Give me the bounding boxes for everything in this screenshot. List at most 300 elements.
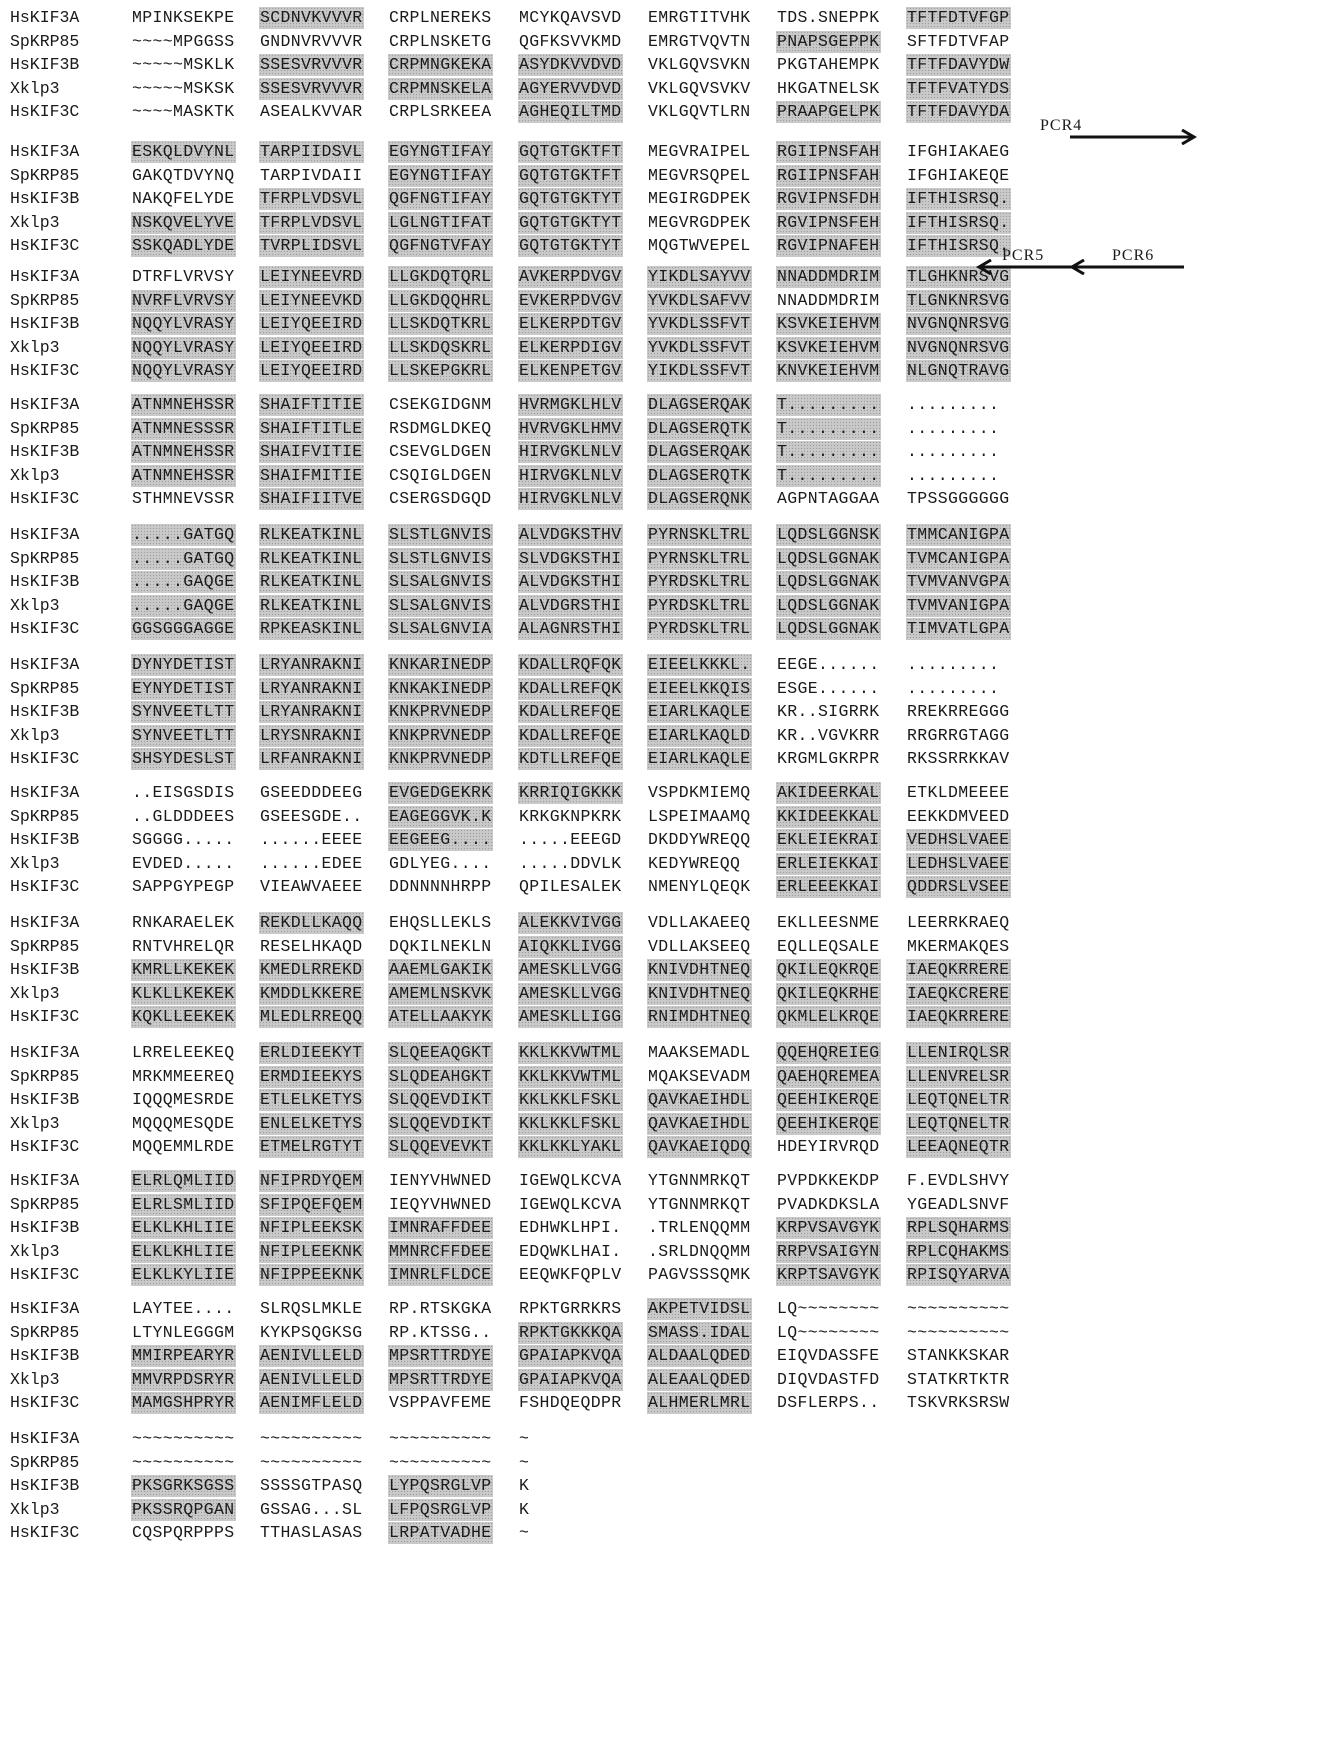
sequence-segment: SHAIFMITIE bbox=[260, 465, 363, 485]
sequence-row bbox=[0, 617, 1337, 641]
sequence-segment: LEIYQEEIRD bbox=[260, 361, 363, 380]
sequence-segment: CRPMNSKELA bbox=[389, 78, 492, 98]
sequence-segment: IMNRAFFDEE bbox=[389, 1218, 492, 1237]
sequence-segment: TVMVANIGPA bbox=[907, 595, 1010, 615]
sequence-row bbox=[0, 570, 1337, 594]
alignment-block bbox=[0, 781, 1337, 903]
sequence-row bbox=[0, 1193, 1337, 1217]
sequence-segment: PAGVSSSQMK bbox=[648, 1265, 751, 1284]
sequence-segment: ~~~~MPGGSS bbox=[132, 31, 235, 51]
sequence-segment: DSFLERPS.. bbox=[777, 1393, 880, 1412]
sequence-segment: EGYNGTIFAY bbox=[389, 142, 492, 161]
sequence-name: HsKIF3C bbox=[10, 1393, 80, 1412]
sequence-segment: YIKDLSSFVT bbox=[648, 361, 751, 380]
sequence-segment: ......... bbox=[907, 678, 1000, 698]
sequence-row bbox=[0, 1368, 1337, 1392]
sequence-segment: ......... bbox=[907, 655, 1000, 674]
sequence-segment: ALEKKVIVGG bbox=[519, 913, 622, 932]
sequence-segment: PVADKDKSLA bbox=[777, 1194, 880, 1214]
sequence-segment: EHQSLLEKLS bbox=[389, 913, 492, 932]
sequence-segment: .SRLDNQQMM bbox=[648, 1241, 751, 1261]
sequence-row bbox=[0, 724, 1337, 748]
sequence-segment: ELKENPETGV bbox=[519, 361, 622, 380]
sequence-segment: EIARLKAQLE bbox=[648, 749, 751, 768]
sequence-segment: ~~~~~~~~~~ bbox=[389, 1429, 492, 1448]
sequence-segment: T......... bbox=[777, 442, 880, 461]
sequence-row bbox=[0, 523, 1337, 547]
sequence-segment: IQQQMESRDE bbox=[132, 1090, 235, 1109]
sequence-segment: CQSPQRPPPS bbox=[132, 1523, 235, 1542]
sequence-segment: PKSGRKSGSS bbox=[132, 1476, 235, 1495]
sequence-name: HsKIF3A bbox=[10, 1043, 80, 1062]
sequence-segment: SLSALGNVIS bbox=[389, 572, 492, 591]
sequence-segment: RLKEATKINL bbox=[260, 525, 363, 544]
sequence-segment: KEDYWREQQ bbox=[648, 853, 741, 873]
sequence-segment: LEIYQEEIRD bbox=[260, 337, 363, 357]
sequence-name: HsKIF3B bbox=[10, 314, 80, 333]
sequence-row bbox=[0, 653, 1337, 677]
sequence-segment: TVMCANIGPA bbox=[907, 548, 1010, 568]
sequence-segment: QAVKAEIHDL bbox=[648, 1090, 751, 1109]
sequence-segment: NQQYLVRASY bbox=[132, 337, 235, 357]
sequence-segment: NQQYLVRASY bbox=[132, 314, 235, 333]
sequence-segment: LEQTQNELTR bbox=[907, 1090, 1010, 1109]
sequence-segment: LLSKEPGKRL bbox=[389, 361, 492, 380]
primer-arrow-icon bbox=[1066, 129, 1198, 145]
sequence-row bbox=[0, 30, 1337, 54]
sequence-segment: EGYNGTIFAY bbox=[389, 165, 492, 185]
sequence-segment: AENIVLLELD bbox=[260, 1369, 363, 1389]
sequence-row bbox=[0, 336, 1337, 360]
sequence-segment: GGSGGGAGGE bbox=[132, 619, 235, 638]
sequence-segment: EAGEGGVK.K bbox=[389, 806, 492, 826]
sequence-segment: MEGIRGDPEK bbox=[648, 189, 751, 208]
sequence-segment: SLQEEAQGKT bbox=[389, 1043, 492, 1062]
sequence-segment: DTRFLVRVSY bbox=[132, 267, 235, 286]
sequence-segment: EDHWKLHPI. bbox=[519, 1218, 622, 1237]
primer-arrow-icon bbox=[1068, 259, 1188, 275]
sequence-segment: KRPTSAVGYK bbox=[777, 1265, 880, 1284]
sequence-row bbox=[0, 100, 1337, 124]
sequence-segment: .....GATGQ bbox=[132, 525, 235, 544]
sequence-segment: ERLEIEKKAI bbox=[777, 853, 880, 873]
sequence-segment: SHAIFTITLE bbox=[260, 418, 363, 438]
sequence-segment: KDALLREFQE bbox=[519, 702, 622, 721]
sequence-segment: ......EDEE bbox=[260, 853, 363, 873]
sequence-segment: CRPLNEREKS bbox=[389, 8, 492, 27]
sequence-row bbox=[0, 440, 1337, 464]
sequence-segment: KRKGKNPKRK bbox=[519, 806, 622, 826]
sequence-segment: LYPQSRGLVP bbox=[389, 1476, 492, 1495]
sequence-segment: HVRMGKLHLV bbox=[519, 395, 622, 414]
sequence-segment: LLENIRQLSR bbox=[907, 1043, 1010, 1062]
sequence-segment: SLRQSLMKLE bbox=[260, 1299, 363, 1318]
sequence-segment: ENLELKETYS bbox=[260, 1113, 363, 1133]
sequence-name: SpKRP85 bbox=[10, 806, 80, 826]
sequence-segment: ~~~~~~~~~~ bbox=[132, 1429, 235, 1448]
sequence-segment: QQEHQREIEG bbox=[777, 1043, 880, 1062]
sequence-segment: LQDSLGGNSK bbox=[777, 525, 880, 544]
sequence-segment: SYNVEETLTT bbox=[132, 725, 235, 745]
sequence-segment: ......EEEE bbox=[260, 830, 363, 849]
sequence-name: HsKIF3B bbox=[10, 1476, 80, 1495]
sequence-segment: LRPATVADHE bbox=[389, 1523, 492, 1542]
sequence-segment: MEGVRSQPEL bbox=[648, 165, 751, 185]
sequence-segment: DLAGSERQAK bbox=[648, 442, 751, 461]
sequence-segment: TFTFDTVFGP bbox=[907, 8, 1010, 27]
sequence-segment: RLKEATKINL bbox=[260, 548, 363, 568]
sequence-segment: MPINKSEKPE bbox=[132, 8, 235, 27]
sequence-segment: DYNYDETIST bbox=[132, 655, 235, 674]
sequence-segment: YVKDLSSFVT bbox=[648, 314, 751, 333]
sequence-segment: NSKQVELYVE bbox=[132, 212, 235, 232]
sequence-segment: VKLGQVSVKN bbox=[648, 55, 751, 74]
sequence-segment: YIKDLSAYVV bbox=[648, 267, 751, 286]
sequence-segment: TTHASLASAS bbox=[260, 1523, 363, 1542]
sequence-segment: MMNRCFFDEE bbox=[389, 1241, 492, 1261]
sequence-segment: QDDRSLVSEE bbox=[907, 877, 1010, 896]
sequence-segment: VSPDKMIEMQ bbox=[648, 783, 751, 802]
sequence-segment: SLQDEAHGKT bbox=[389, 1066, 492, 1086]
sequence-row bbox=[0, 700, 1337, 724]
sequence-segment: GQTGTGKTYT bbox=[519, 189, 622, 208]
sequence-row bbox=[0, 1216, 1337, 1240]
sequence-segment: DIQVDASTFD bbox=[777, 1369, 880, 1389]
sequence-segment: T......... bbox=[777, 395, 880, 414]
sequence-segment: .....GAQGE bbox=[132, 595, 235, 615]
sequence-segment: AENIMFLELD bbox=[260, 1393, 363, 1412]
sequence-segment: KR..SIGRRK bbox=[777, 702, 880, 721]
sequence-segment: LLENVRELSR bbox=[907, 1066, 1010, 1086]
sequence-segment: ESGE...... bbox=[777, 678, 880, 698]
sequence-segment: YTGNNMRKQT bbox=[648, 1194, 751, 1214]
sequence-segment: KSVKEIEHVM bbox=[777, 337, 880, 357]
sequence-segment: GQTGTGKTFT bbox=[519, 142, 622, 161]
sequence-row bbox=[0, 747, 1337, 771]
sequence-segment: QKMLELKRQE bbox=[777, 1007, 880, 1026]
sequence-segment: LEQTQNELTR bbox=[907, 1113, 1010, 1133]
sequence-segment: QEEHIKERQE bbox=[777, 1113, 880, 1133]
sequence-segment: GPAIAPKVQA bbox=[519, 1369, 622, 1389]
sequence-segment: ~ bbox=[519, 1523, 530, 1542]
sequence-segment: KNKPRVNEDP bbox=[389, 725, 492, 745]
sequence-row bbox=[0, 1321, 1337, 1345]
sequence-segment: SMASS.IDAL bbox=[648, 1322, 751, 1342]
sequence-name: HsKIF3A bbox=[10, 783, 80, 802]
sequence-segment: ELRLSMLIID bbox=[132, 1194, 235, 1214]
sequence-name: HsKIF3B bbox=[10, 960, 80, 979]
sequence-segment: ~ bbox=[519, 1429, 530, 1448]
sequence-name: Xklp3 bbox=[10, 337, 60, 357]
sequence-segment: SYNVEETLTT bbox=[132, 702, 235, 721]
sequence-segment: K bbox=[519, 1499, 530, 1519]
sequence-row bbox=[0, 164, 1337, 188]
sequence-row bbox=[0, 1263, 1337, 1287]
sequence-segment: PYRDSKLTRL bbox=[648, 619, 751, 638]
sequence-segment: KNIVDHTNEQ bbox=[648, 983, 751, 1003]
sequence-segment: KNKPRVNEDP bbox=[389, 749, 492, 768]
sequence-segment: SLQQEVDIKT bbox=[389, 1090, 492, 1109]
sequence-segment: KMEDLRREKD bbox=[260, 960, 363, 979]
sequence-segment: NMENYLQEQK bbox=[648, 877, 751, 896]
sequence-segment: YTGNNMRKQT bbox=[648, 1171, 751, 1190]
sequence-name: HsKIF3B bbox=[10, 55, 80, 74]
sequence-segment: QAVKAEIHDL bbox=[648, 1113, 751, 1133]
sequence-row bbox=[0, 464, 1337, 488]
sequence-segment: VDLLAKSEEQ bbox=[648, 936, 751, 956]
sequence-segment: NLGNQTRAVG bbox=[907, 361, 1010, 380]
sequence-segment: ETKLDMEEEE bbox=[907, 783, 1010, 802]
sequence-segment: GSEESGDE.. bbox=[260, 806, 363, 826]
sequence-segment: CSEVGLDGEN bbox=[389, 442, 492, 461]
sequence-segment: SLQQEVEVKT bbox=[389, 1137, 492, 1156]
sequence-segment: GSSAG...SL bbox=[260, 1499, 363, 1519]
sequence-segment: LRYANRAKNI bbox=[260, 655, 363, 674]
sequence-segment: SSSSGTPASQ bbox=[260, 1476, 363, 1495]
sequence-segment: ERLDIEEKYT bbox=[260, 1043, 363, 1062]
sequence-name: SpKRP85 bbox=[10, 418, 80, 438]
sequence-segment: RPKEASKINL bbox=[260, 619, 363, 638]
sequence-name: Xklp3 bbox=[10, 465, 60, 485]
sequence-segment: RGVIPNSFDH bbox=[777, 189, 880, 208]
sequence-segment: ALVDGKSTHV bbox=[519, 525, 622, 544]
sequence-segment: SHAIFTITIE bbox=[260, 395, 363, 414]
sequence-segment: IFGHIAKEQE bbox=[907, 165, 1010, 185]
sequence-segment: EVDED..... bbox=[132, 853, 235, 873]
sequence-segment: PYRNSKLTRL bbox=[648, 548, 751, 568]
sequence-name: HsKIF3C bbox=[10, 361, 80, 380]
sequence-segment: ......... bbox=[907, 395, 1000, 414]
alignment-block bbox=[0, 523, 1337, 645]
sequence-segment: ~~~~~~~~~~ bbox=[260, 1452, 363, 1472]
sequence-row bbox=[0, 982, 1337, 1006]
sequence-segment: EYNYDETIST bbox=[132, 678, 235, 698]
sequence-segment: SLVDGKSTHI bbox=[519, 548, 622, 568]
sequence-segment: LAYTEE.... bbox=[132, 1299, 235, 1318]
sequence-name: HsKIF3A bbox=[10, 8, 80, 27]
sequence-segment: ETMELRGTYT bbox=[260, 1137, 363, 1156]
sequence-segment: ~~~~MASKTK bbox=[132, 102, 235, 121]
alignment-block bbox=[0, 1041, 1337, 1163]
sequence-segment: GPAIAPKVQA bbox=[519, 1346, 622, 1365]
sequence-name: HsKIF3C bbox=[10, 489, 80, 508]
sequence-segment: EEQWKFQPLV bbox=[519, 1265, 622, 1284]
sequence-segment: SLSTLGNVIS bbox=[389, 548, 492, 568]
sequence-segment: SLQQEVDIKT bbox=[389, 1113, 492, 1133]
sequence-segment: SGGGG..... bbox=[132, 830, 235, 849]
sequence-name: HsKIF3C bbox=[10, 749, 80, 768]
sequence-name: HsKIF3A bbox=[10, 1429, 80, 1448]
sequence-segment: RPISQYARVA bbox=[907, 1265, 1010, 1284]
sequence-name: SpKRP85 bbox=[10, 1322, 80, 1342]
sequence-segment: LEIYNEEVRD bbox=[260, 267, 363, 286]
sequence-segment: ELKLKHLIIE bbox=[132, 1241, 235, 1261]
sequence-row bbox=[0, 1041, 1337, 1065]
sequence-segment: SSESVRVVVR bbox=[260, 78, 363, 98]
sequence-segment: TIMVATLGPA bbox=[907, 619, 1010, 638]
sequence-name: HsKIF3C bbox=[10, 102, 80, 121]
sequence-segment: EMRGTVQVTN bbox=[648, 31, 751, 51]
sequence-segment: MCYKQAVSVD bbox=[519, 8, 622, 27]
sequence-row bbox=[0, 1451, 1337, 1475]
sequence-segment: ELKERPDTGV bbox=[519, 314, 622, 333]
sequence-segment: KKLKKLFSKL bbox=[519, 1090, 622, 1109]
sequence-segment: KNIVDHTNEQ bbox=[648, 960, 751, 979]
sequence-name: Xklp3 bbox=[10, 1113, 60, 1133]
sequence-segment: PKSSRQPGAN bbox=[132, 1499, 235, 1519]
sequence-segment: KR..VGVKRR bbox=[777, 725, 880, 745]
sequence-segment: ......... bbox=[907, 442, 1000, 461]
sequence-segment: YVKDLSAFVV bbox=[648, 290, 751, 310]
sequence-segment: TARPIVDAII bbox=[260, 165, 363, 185]
sequence-segment: IFTHISRSQ. bbox=[907, 212, 1010, 232]
sequence-name: HsKIF3B bbox=[10, 189, 80, 208]
sequence-segment: T......... bbox=[777, 465, 880, 485]
sequence-row bbox=[0, 781, 1337, 805]
sequence-segment: ~~~~~~~~~~ bbox=[132, 1452, 235, 1472]
sequence-segment: LEIYNEEVKD bbox=[260, 290, 363, 310]
sequence-segment: ALVDGKSTHI bbox=[519, 572, 622, 591]
alignment-block bbox=[0, 6, 1337, 128]
sequence-row bbox=[0, 6, 1337, 30]
sequence-segment: RNIMDHTNEQ bbox=[648, 1007, 751, 1026]
sequence-segment: SAPPGYPEGP bbox=[132, 877, 235, 896]
sequence-segment: AGYERVVDVD bbox=[519, 78, 622, 98]
sequence-segment: LRRELEEKEQ bbox=[132, 1043, 235, 1062]
sequence-segment: AMESKLLIGG bbox=[519, 1007, 622, 1026]
sequence-name: HsKIF3C bbox=[10, 1137, 80, 1156]
sequence-name: HsKIF3B bbox=[10, 1218, 80, 1237]
sequence-segment: TSKVRKSRSW bbox=[907, 1393, 1010, 1412]
sequence-segment: K bbox=[519, 1476, 530, 1495]
sequence-row bbox=[0, 289, 1337, 313]
sequence-segment: SSKQADLYDE bbox=[132, 236, 235, 255]
sequence-segment: .TRLENQQMM bbox=[648, 1218, 751, 1237]
sequence-segment: KNKARINEDP bbox=[389, 655, 492, 674]
sequence-segment: TFTFDAVYDA bbox=[907, 102, 1010, 121]
sequence-segment: AVKERPDVGV bbox=[519, 267, 622, 286]
sequence-segment: ETLELKETYS bbox=[260, 1090, 363, 1109]
sequence-segment: LEIYQEEIRD bbox=[260, 314, 363, 333]
sequence-segment: STANKKSKAR bbox=[907, 1346, 1010, 1365]
sequence-segment: ~~~~~~~~~~ bbox=[389, 1452, 492, 1472]
sequence-segment: ALDAALQDED bbox=[648, 1346, 751, 1365]
sequence-segment: TPSSGGGGGG bbox=[907, 489, 1010, 508]
sequence-name: SpKRP85 bbox=[10, 548, 80, 568]
sequence-segment: AGPNTAGGAA bbox=[777, 489, 880, 508]
sequence-segment: EIARLKAQLD bbox=[648, 725, 751, 745]
sequence-segment: DQKILNEKLN bbox=[389, 936, 492, 956]
sequence-segment: ~~~~~~~~~~ bbox=[260, 1429, 363, 1448]
sequence-name: Xklp3 bbox=[10, 212, 60, 232]
sequence-segment: CSQIGLDGEN bbox=[389, 465, 492, 485]
sequence-name: SpKRP85 bbox=[10, 1452, 80, 1472]
sequence-name: SpKRP85 bbox=[10, 165, 80, 185]
sequence-segment: EKLLEESNME bbox=[777, 913, 880, 932]
sequence-segment: GDLYEG.... bbox=[389, 853, 492, 873]
sequence-segment: SFIPQEFQEM bbox=[260, 1194, 363, 1214]
sequence-segment: LLSKDQTKRL bbox=[389, 314, 492, 333]
sequence-segment: NFIPPEEKNK bbox=[260, 1265, 363, 1284]
sequence-name: HsKIF3A bbox=[10, 395, 80, 414]
sequence-segment: ASEALKVVAR bbox=[260, 102, 363, 121]
sequence-segment: IAEQKCRERE bbox=[907, 983, 1010, 1003]
sequence-row bbox=[0, 594, 1337, 618]
sequence-segment: AENIVLLELD bbox=[260, 1346, 363, 1365]
sequence-segment: NFIPRDYQEM bbox=[260, 1171, 363, 1190]
sequence-segment: HDEYIRVRQD bbox=[777, 1137, 880, 1156]
sequence-segment: KNKAKINEDP bbox=[389, 678, 492, 698]
sequence-name: Xklp3 bbox=[10, 1499, 60, 1519]
sequence-segment: MQAKSEVADM bbox=[648, 1066, 751, 1086]
sequence-segment: CSEKGIDGNM bbox=[389, 395, 492, 414]
sequence-segment: DDNNNNHRPP bbox=[389, 877, 492, 896]
sequence-name: Xklp3 bbox=[10, 1241, 60, 1261]
sequence-name: SpKRP85 bbox=[10, 936, 80, 956]
sequence-segment: TVRPLIDSVL bbox=[260, 236, 363, 255]
sequence-segment: IEQYVHWNED bbox=[389, 1194, 492, 1214]
sequence-name: SpKRP85 bbox=[10, 31, 80, 51]
sequence-segment: KRGMLGKRPR bbox=[777, 749, 880, 768]
sequence-segment: LQDSLGGNAK bbox=[777, 619, 880, 638]
sequence-segment: ELKLKYLIIE bbox=[132, 1265, 235, 1284]
sequence-segment: HKGATNELSK bbox=[777, 78, 880, 98]
sequence-segment: REKDLLKAQQ bbox=[260, 913, 363, 932]
sequence-segment: VDLLAKAEEQ bbox=[648, 913, 751, 932]
sequence-segment: SFTFDTVFAP bbox=[907, 31, 1010, 51]
sequence-segment: SLSTLGNVIS bbox=[389, 525, 492, 544]
sequence-segment: ESKQLDVYNL bbox=[132, 142, 235, 161]
sequence-segment: MAMGSHPRYR bbox=[132, 1393, 235, 1412]
sequence-segment: QGFKSVVKMD bbox=[519, 31, 622, 51]
sequence-segment: KMRLLKEKEK bbox=[132, 960, 235, 979]
sequence-segment: LRYANRAKNI bbox=[260, 702, 363, 721]
sequence-name: HsKIF3C bbox=[10, 877, 80, 896]
sequence-segment: LQ~~~~~~~~ bbox=[777, 1322, 880, 1342]
sequence-row bbox=[0, 1474, 1337, 1498]
sequence-segment: PYRNSKLTRL bbox=[648, 525, 751, 544]
sequence-segment: PRAAPGELPK bbox=[777, 102, 880, 121]
sequence-segment: HIRVGKLNLV bbox=[519, 442, 622, 461]
sequence-segment: VSPPAVFEME bbox=[389, 1393, 492, 1412]
sequence-segment: PNAPSGEPPK bbox=[777, 31, 880, 51]
sequence-segment: PVPDKKEKDP bbox=[777, 1171, 880, 1190]
sequence-name: Xklp3 bbox=[10, 1369, 60, 1389]
sequence-segment: ~~~~~MSKLK bbox=[132, 55, 235, 74]
sequence-segment: IMNRLFLDCE bbox=[389, 1265, 492, 1284]
sequence-row bbox=[0, 1169, 1337, 1193]
sequence-name: HsKIF3B bbox=[10, 1090, 80, 1109]
sequence-name: Xklp3 bbox=[10, 78, 60, 98]
sequence-segment: LTYNLEGGGM bbox=[132, 1322, 235, 1342]
sequence-row bbox=[0, 211, 1337, 235]
sequence-name: HsKIF3A bbox=[10, 655, 80, 674]
sequence-name: HsKIF3C bbox=[10, 1265, 80, 1284]
sequence-segment: IAEQKRRERE bbox=[907, 1007, 1010, 1026]
sequence-segment: NFIPLEEKSK bbox=[260, 1218, 363, 1237]
sequence-row bbox=[0, 875, 1337, 899]
sequence-segment: TFRPLVDSVL bbox=[260, 212, 363, 232]
sequence-segment: AKPETVIDSL bbox=[648, 1299, 751, 1318]
sequence-segment: .....DDVLK bbox=[519, 853, 622, 873]
sequence-segment: RKSSRRKKAV bbox=[907, 749, 1010, 768]
sequence-row bbox=[0, 828, 1337, 852]
sequence-segment: RPKTGRRKRS bbox=[519, 1299, 622, 1318]
sequence-segment: RGIIPNSFAH bbox=[777, 165, 880, 185]
sequence-segment: RGIIPNSFAH bbox=[777, 142, 880, 161]
sequence-name: HsKIF3C bbox=[10, 236, 80, 255]
sequence-segment: .....GATGQ bbox=[132, 548, 235, 568]
